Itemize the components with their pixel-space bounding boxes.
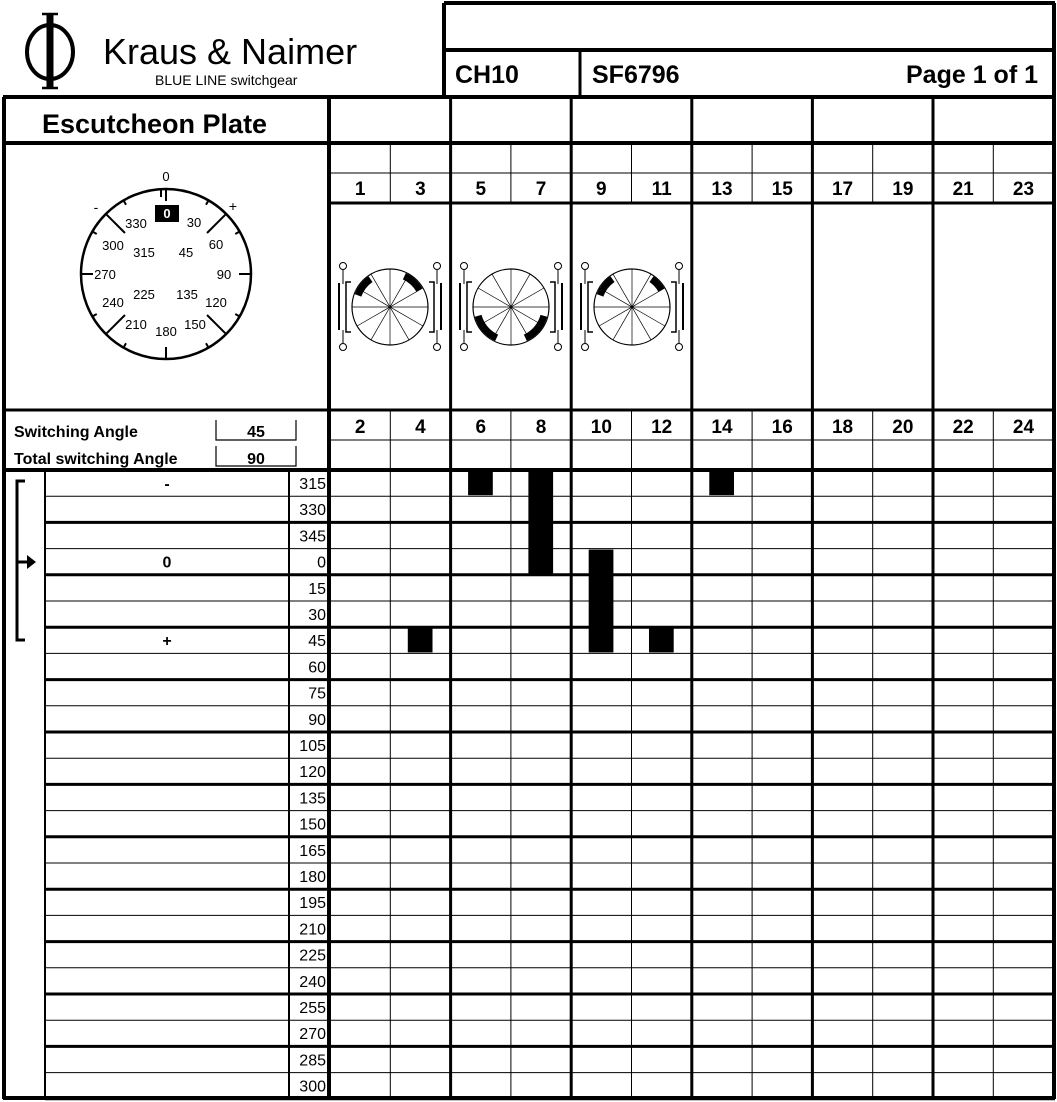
terminal-number: 6 [475, 417, 487, 438]
contact-columns [330, 97, 1055, 1099]
dial-angle-label: 315 [133, 245, 155, 260]
section-title: Escutcheon Plate [42, 109, 268, 139]
terminal-number: 19 [892, 179, 914, 200]
position-angle: 120 [299, 764, 326, 782]
terminal-number: 4 [415, 417, 426, 438]
dial-tick [206, 343, 209, 347]
escutcheon-dial [81, 169, 251, 359]
dial-tick-major [106, 214, 125, 233]
dial-angle-label: 225 [133, 287, 155, 302]
dial-angle-label: 30 [186, 215, 202, 230]
position-angle: 180 [299, 869, 326, 886]
terminal-number: 23 [1012, 179, 1035, 200]
dial-tick-major [106, 315, 125, 334]
dial-angle-label: 60 [208, 237, 224, 252]
terminal-number: 24 [1012, 417, 1035, 438]
terminal-number: 5 [475, 179, 487, 200]
terminal-number: 1 [354, 179, 366, 200]
position-angle: 255 [299, 1000, 326, 1017]
series-code: CH10 [455, 61, 519, 89]
position-angle: 165 [299, 842, 326, 860]
dial-tick [124, 343, 127, 347]
position-angle: 60 [308, 659, 326, 677]
current-position-arrow-icon [17, 555, 36, 569]
switching-angle-box [14, 420, 296, 468]
closed-contact-bar [589, 550, 614, 653]
program-code: SF6796 [592, 61, 680, 89]
total-switching-angle-value: 90 [247, 451, 265, 468]
position-angle: 225 [299, 947, 326, 965]
closed-contact-bar [649, 628, 674, 652]
dial-tick [124, 200, 127, 204]
terminal-number: 16 [771, 417, 793, 438]
dial-tick-major [207, 315, 226, 334]
closed-contact-bar [408, 628, 433, 652]
frame [3, 97, 1055, 1099]
dial-angle-label: 270 [94, 267, 116, 282]
position-angle: 300 [299, 1078, 326, 1096]
brand-name: Kraus & Naimer [103, 31, 358, 72]
dial-angle-labels [94, 215, 231, 339]
terminal-number: 7 [535, 179, 547, 200]
dial-angle-label: 45 [178, 245, 194, 260]
terminal-number: 10 [590, 417, 612, 438]
dial-tick [92, 314, 96, 317]
cam-contact-diagram [581, 263, 683, 351]
terminal-number: 9 [596, 179, 607, 200]
contact-diagrams [339, 263, 683, 351]
dial-angle-label: 180 [155, 324, 177, 339]
position-angle: 210 [299, 921, 326, 939]
position-bracket [17, 481, 36, 640]
position-angle: 150 [299, 816, 326, 834]
position-angle: 105 [299, 738, 326, 755]
dial-minus-sign: - [93, 199, 99, 215]
dial-tick [206, 200, 209, 204]
terminal-number: 18 [831, 417, 854, 438]
position-angle: 0 [317, 554, 326, 572]
total-switching-angle-label: Total switching Angle [14, 451, 178, 468]
position-angle: 195 [299, 895, 326, 913]
position-angle: 135 [299, 790, 326, 808]
terminal-number: 2 [354, 417, 366, 438]
position-angle: 90 [308, 711, 326, 729]
dial-selected-label: 0 [163, 206, 171, 221]
position-label: - [164, 476, 170, 493]
dial-plus-sign: + [228, 198, 238, 214]
switching-angle-label: Switching Angle [14, 424, 138, 441]
page-indicator: Page 1 of 1 [906, 61, 1038, 89]
switching-angle-value: 45 [247, 424, 265, 441]
terminal-number: 20 [892, 417, 914, 438]
position-angle: 45 [308, 633, 326, 651]
position-angle: 75 [308, 685, 326, 703]
terminal-number: 15 [771, 179, 793, 200]
kraus-naimer-logo [27, 14, 73, 88]
dial-angle-label: 300 [102, 238, 124, 253]
dial-tick [92, 232, 96, 235]
terminal-number: 13 [711, 179, 733, 200]
cam-contact-diagram [460, 263, 562, 351]
dial-angle-label: 135 [176, 287, 198, 302]
position-angle: 315 [299, 476, 326, 493]
position-angle: 240 [299, 973, 326, 991]
position-angle: 270 [299, 1026, 326, 1044]
closed-contact-bar [468, 471, 493, 495]
closed-contact-bar [709, 471, 734, 495]
closed-contact-bar [528, 471, 553, 574]
dial-angle-label: 120 [205, 295, 227, 310]
dial-top-label: 0 [162, 169, 170, 184]
position-label: 0 [162, 554, 172, 572]
dial-angle-label: 90 [216, 267, 232, 282]
dial-angle-label: 240 [102, 295, 124, 310]
position-angle: 330 [299, 502, 326, 520]
position-label: + [162, 633, 172, 651]
position-angle: 30 [308, 607, 326, 624]
terminal-number: 17 [831, 179, 854, 200]
terminal-number: 14 [711, 417, 733, 438]
cam-contact-diagram [339, 263, 441, 351]
terminal-number: 11 [651, 179, 672, 200]
brand-tagline: BLUE LINE switchgear [155, 72, 298, 88]
terminal-number: 22 [952, 417, 974, 438]
dial-tick-major [207, 214, 226, 233]
dial-angle-label: 150 [184, 317, 206, 332]
dial-angle-label: 210 [125, 317, 147, 332]
terminal-number: 8 [535, 417, 547, 438]
position-angle: 285 [299, 1052, 326, 1070]
dial-tick [235, 314, 239, 317]
position-angle: 15 [308, 580, 326, 598]
position-angle: 345 [299, 528, 326, 546]
terminal-number: 21 [952, 179, 974, 200]
dial-tick [235, 232, 239, 235]
header [27, 3, 1055, 98]
dial-angle-label: 330 [125, 216, 147, 231]
terminal-number: 12 [651, 417, 673, 438]
terminal-number: 3 [415, 179, 426, 200]
